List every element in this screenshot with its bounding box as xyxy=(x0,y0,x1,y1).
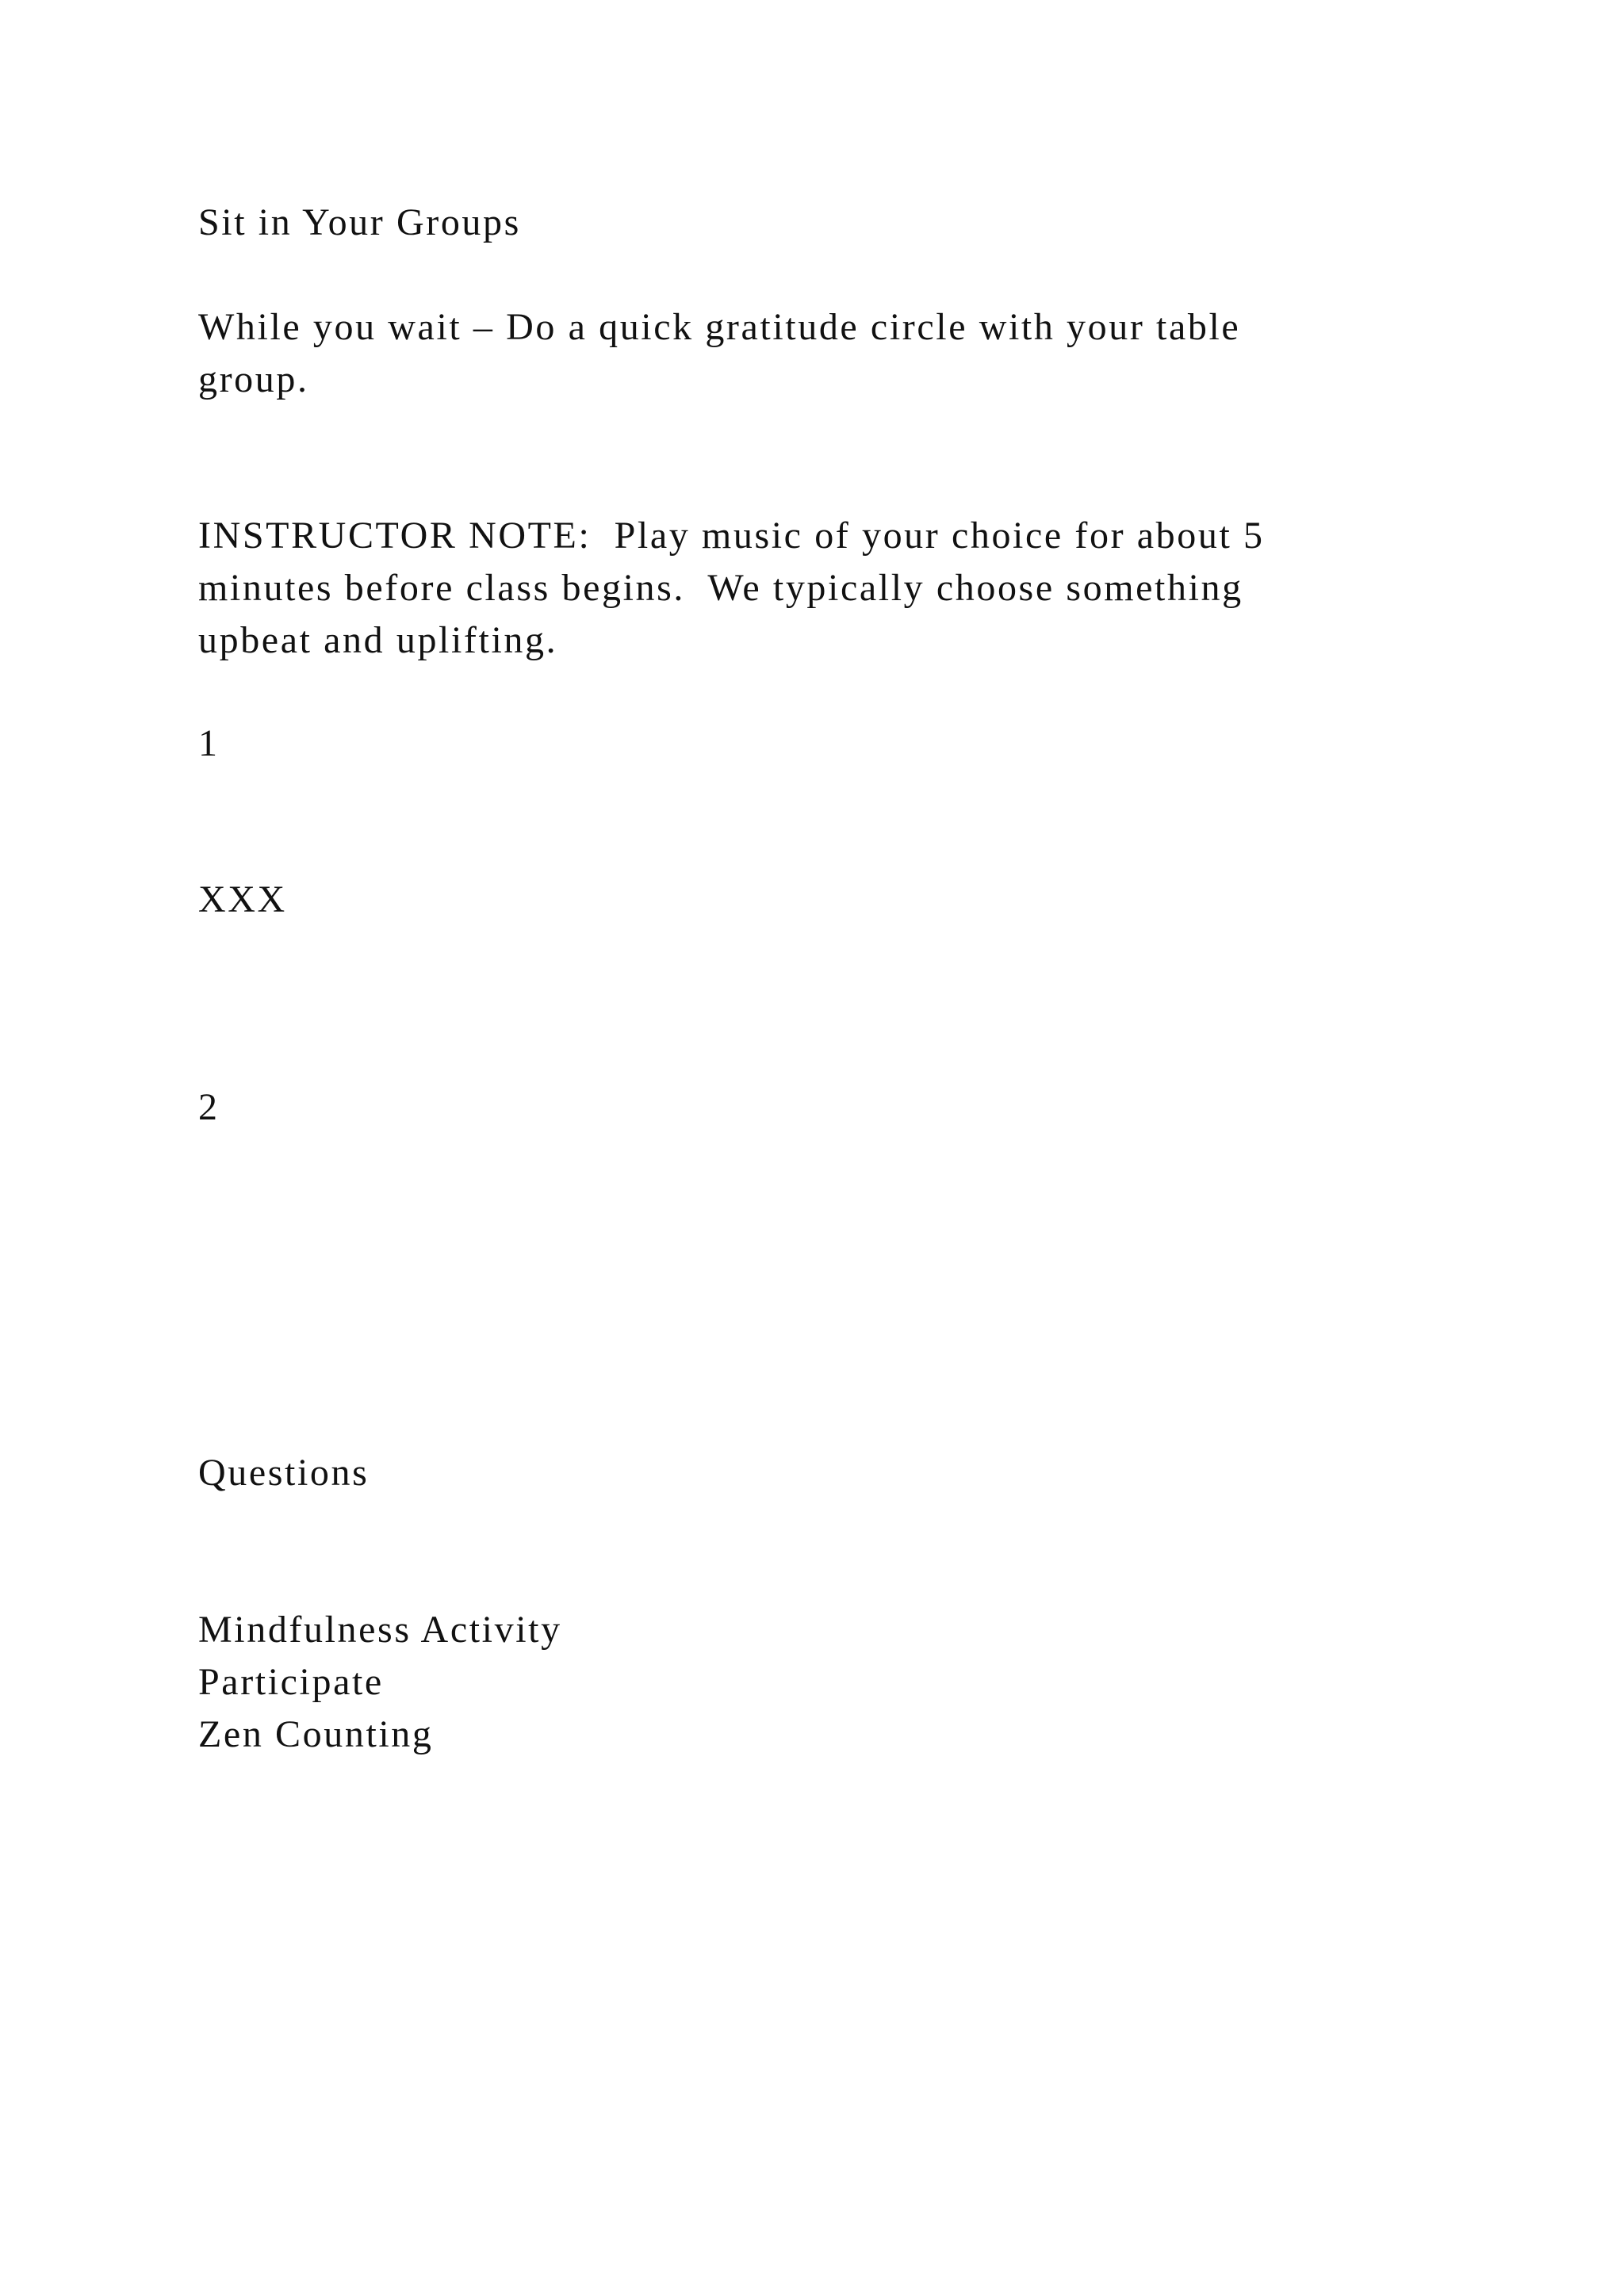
activity-title: Mindfulness Activity xyxy=(198,1609,562,1651)
instructor-note-line: INSTRUCTOR NOTE: Play music of your choice for about 5 xyxy=(198,515,1265,557)
wait-instruction-line: While you wait – Do a quick gratitude circle with your table xyxy=(198,306,1241,348)
heading: Sit in Your Groups xyxy=(198,201,521,243)
placeholder-text: XXX xyxy=(198,878,287,920)
activity-action: Participate xyxy=(198,1661,384,1703)
wait-instruction-line: group. xyxy=(198,358,309,400)
slide-number: 1 xyxy=(198,722,220,764)
slide-number: 2 xyxy=(198,1086,220,1128)
instructor-note-line: minutes before class begins. We typically choose something xyxy=(198,567,1243,609)
questions-heading: Questions xyxy=(198,1452,370,1494)
activity-name: Zen Counting xyxy=(198,1713,434,1755)
instructor-note-line: upbeat and uplifting. xyxy=(198,619,558,661)
